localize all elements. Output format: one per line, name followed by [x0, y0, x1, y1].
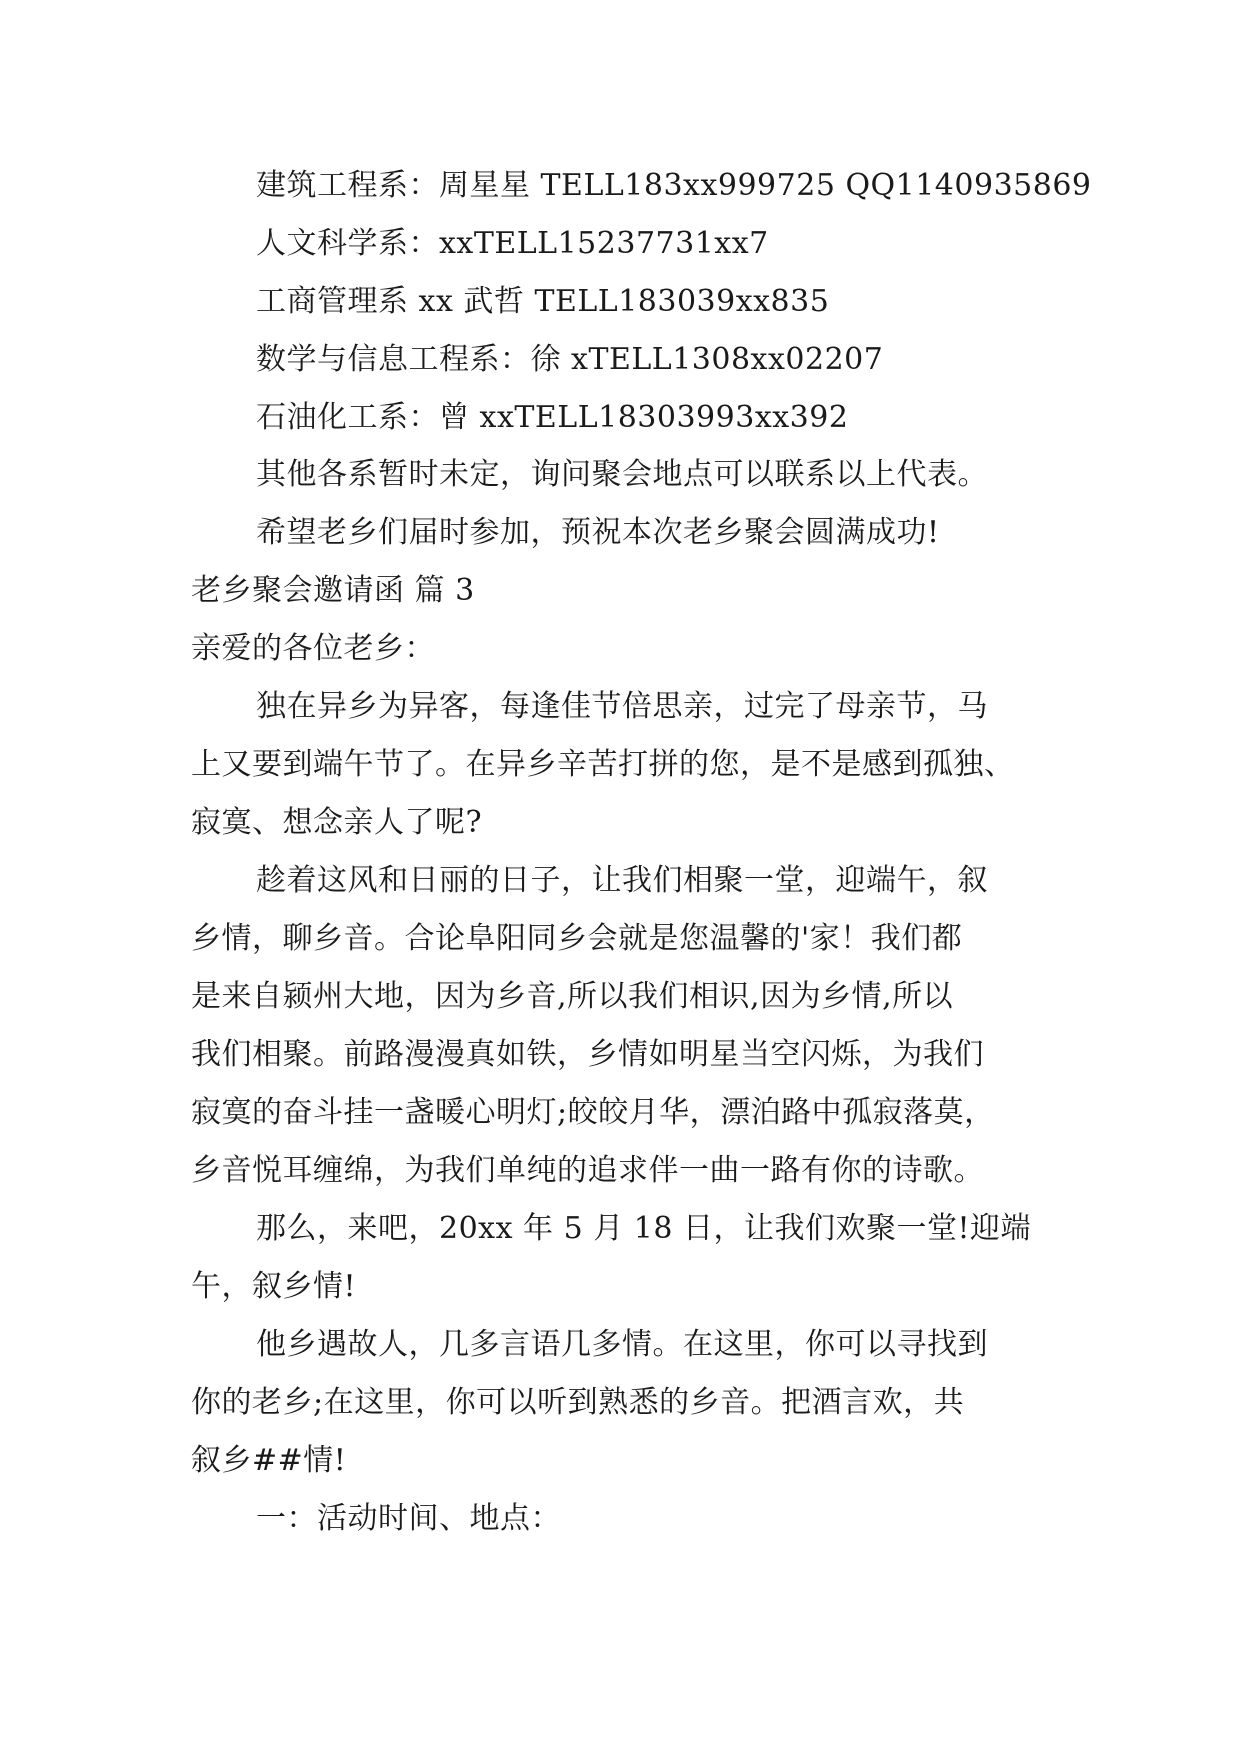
body-paragraph-line: 寂寞、想念亲人了呢?	[191, 805, 483, 840]
body-paragraph-line: 你的老乡;在这里，你可以听到熟悉的乡音。把酒言欢，共	[191, 1385, 965, 1420]
body-paragraph-line: 叙乡##情!	[191, 1443, 347, 1478]
contact-line-business: 工商管理系 xx 武哲 TELL183039xx835	[256, 284, 830, 319]
body-paragraph-line: 乡音悦耳缠绵，为我们单纯的追求伴一曲一路有你的诗歌。	[191, 1153, 984, 1188]
contact-line-architecture: 建筑工程系：周星星 TELL183xx999725 QQ1140935869	[256, 168, 1092, 203]
contact-line-petrochemical: 石油化工系：曾 xxTELL18303993xx392	[256, 400, 849, 435]
body-paragraph: 希望老乡们届时参加，预祝本次老乡聚会圆满成功!	[256, 515, 940, 550]
body-paragraph-line: 寂寞的奋斗挂一盏暖心明灯;皎皎月华，漂泊路中孤寂落莫，	[191, 1095, 995, 1130]
contact-line-humanities: 人文科学系：xxTELL15237731xx7	[256, 226, 769, 261]
contact-line-math: 数学与信息工程系：徐 xTELL1308xx02207	[256, 342, 884, 377]
body-paragraph: 那么，来吧，20xx 年 5 月 18 日，让我们欢聚一堂!迎端	[256, 1211, 1032, 1246]
salutation: 亲爱的各位老乡：	[191, 631, 435, 666]
section-heading: 老乡聚会邀请函 篇 3	[191, 573, 475, 608]
body-paragraph-line: 是来自颍州大地，因为乡音,所以我们相识,因为乡情,所以	[191, 979, 954, 1014]
body-paragraph: 趁着这风和日丽的日子，让我们相聚一堂，迎端午，叙	[256, 863, 988, 898]
body-paragraph: 独在异乡为异客，每逢佳节倍思亲，过完了母亲节，马	[256, 689, 988, 724]
body-paragraph-line: 我们相聚。前路漫漫真如铁，乡情如明星当空闪烁，为我们	[191, 1037, 984, 1072]
activity-heading: 一：活动时间、地点：	[256, 1501, 561, 1536]
body-paragraph: 他乡遇故人，几多言语几多情。在这里，你可以寻找到	[256, 1327, 988, 1362]
body-paragraph: 其他各系暂时未定，询问聚会地点可以联系以上代表。	[256, 457, 988, 492]
body-paragraph-line: 上又要到端午节了。在异乡辛苦打拼的您，是不是感到孤独、	[191, 747, 1015, 782]
body-paragraph-line: 午，叙乡情!	[191, 1269, 357, 1304]
body-paragraph-line: 乡情，聊乡音。合论阜阳同乡会就是您温馨的'家！我们都	[191, 921, 963, 956]
